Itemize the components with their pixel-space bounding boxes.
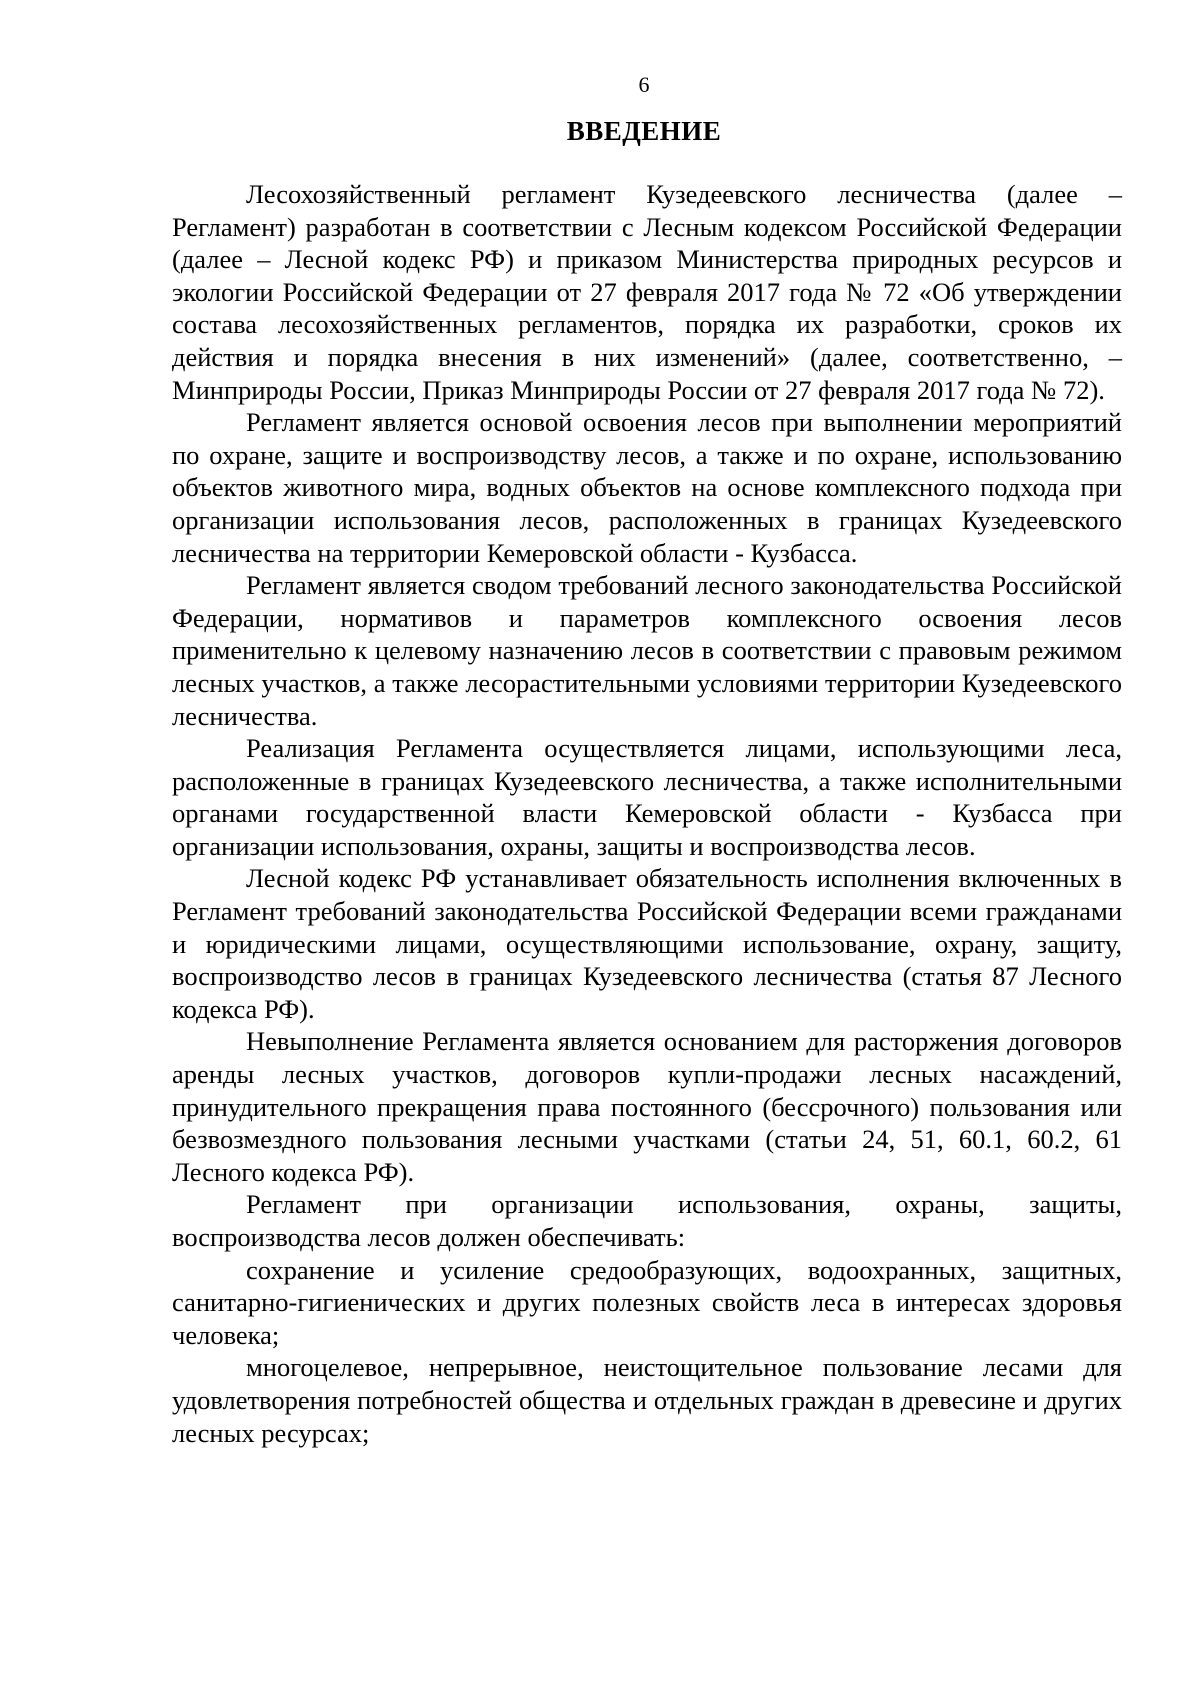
paragraph: Невыполнение Регламента является основанием для расторжения договоров аренды лесных участков, договоров купли-продажи лесных насаждений, принудительного прекращения права постоянного (бессрочного) пользования или безвозмездного пользования лесными участками (статьи 24, 51, 60.1, 60.2, 61 Лесного кодекса РФ). [172,1026,1122,1187]
paragraph: Регламент является сводом требований лесного законодательства Российской Федерации, нормативов и параметров комплексного освоения лесов применительно к целевому назначению лесов в соответствии с правовым режимом лесных участков, а также лесорастительными условиями территории Кузедеевского лесничества. [172,570,1122,731]
paragraph: Регламент при организации использования, охраны, защиты, воспроизводства лесов должен обеспечивать: [172,1189,1122,1252]
list-item-paragraph: сохранение и усиление средообразующих, водоохранных, защитных, санитарно-гигиенических и других полезных свойств леса в интересах здоровья человека; [172,1254,1122,1350]
page-number: 6 [638,72,650,97]
paragraph: Лесной кодекс РФ устанавливает обязательность исполнения включенных в Регламент требований законодательства Российской Федерации всеми гражданами и юридическими лицами, осуществляющими использование, охрану, защиту, воспроизводство лесов в границах Кузедеевского лесничества (статья 87 Лесного кодекса РФ). [172,863,1122,1024]
section-title: ВВЕДЕНИЕ [566,116,722,146]
paragraph: Лесохозяйственный регламент Кузедеевского лесничества (далее – Регламент) разработан в соответствии с Лесным кодексом Российской Федерации (далее – Лесной кодекс РФ) и приказом Министерства природных ресурсов и экологии Российской Федерации от 27 февраля 2017 года № 72 «Об утверждении состава лесохозяйственных регламентов, порядка их разработки, сроков их действия и порядка внесения в них изменений» (далее, соответственно, – Минприроды России, Приказ Минприроды России от 27 февраля 2017 года № 72). [172,179,1122,405]
list-item-paragraph: многоцелевое, непрерывное, неистощительное пользование лесами для удовлетворения потребностей общества и отдельных граждан в древесине и других лесных ресурсах; [172,1352,1122,1448]
paragraph: Реализация Регламента осуществляется лицами, использующими леса, расположенные в границах Кузедеевского лесничества, а также исполнительными органами государственной власти Кемеровской области - Кузбасса при организации использования, охраны, защиты и воспроизводства лесов. [172,733,1122,861]
paragraph: Регламент является основой освоения лесов при выполнении мероприятий по охране, защите и воспроизводству лесов, а также и по охране, использованию объектов животного мира, водных объектов на основе комплексного подхода при организации использования лесов, расположенных в границах Кузедеевского лесничества на территории Кемеровской области - Кузбасса. [172,407,1122,568]
body-text [172,178,1122,1449]
